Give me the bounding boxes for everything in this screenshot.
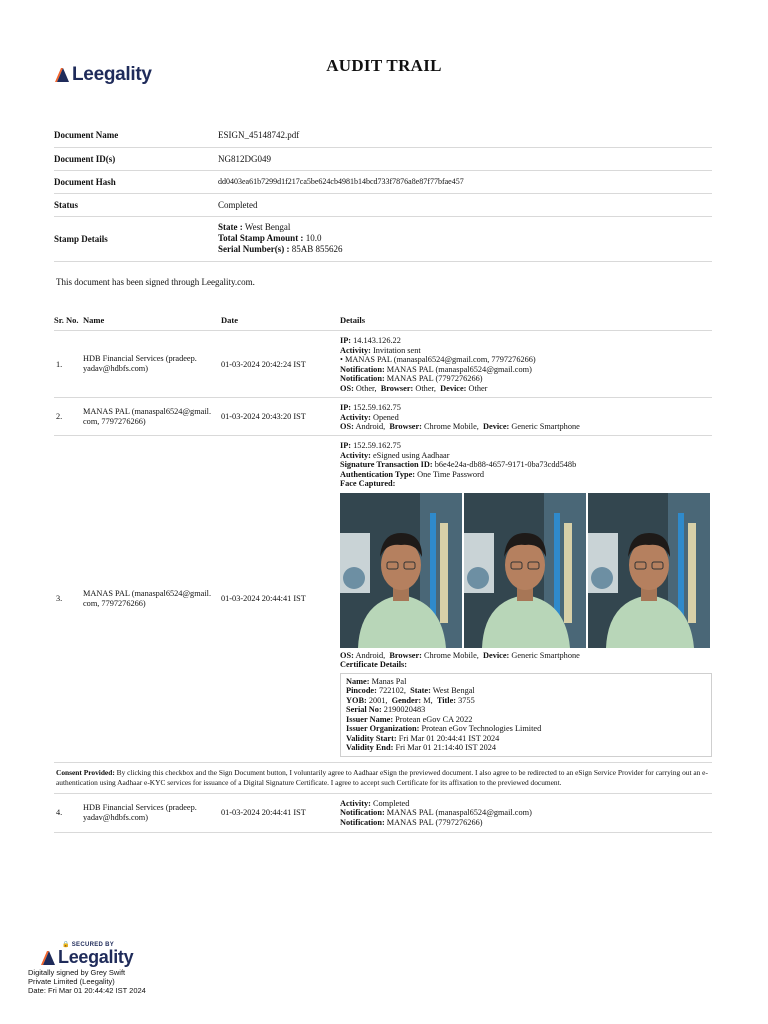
device-label: Device: [483, 422, 510, 431]
leegality-mark-icon [40, 950, 56, 966]
face-photo [464, 493, 586, 648]
col-sr-no: Sr. No. [54, 309, 83, 331]
row-date: 01-03-2024 20:44:41 IST [221, 793, 340, 832]
invitee-bullet: • MANAS PAL (manaspal6524@gmail.com, 7797276266) [340, 355, 536, 364]
row-sr: 2. [54, 398, 83, 436]
table-row [54, 793, 712, 832]
col-date: Date [221, 309, 340, 331]
stamp-amount: 10.0 [305, 233, 322, 243]
ip-label: IP: [340, 336, 352, 345]
document-hash-label: Document Hash [54, 170, 218, 193]
row-sr: 4. [54, 793, 83, 832]
device-label: Device: [440, 383, 467, 393]
activity-value: Completed [372, 798, 410, 808]
ip-value: 152.59.162.75 [353, 441, 401, 450]
cert-gender-label: Gender: [391, 695, 422, 705]
face-photo [340, 493, 462, 648]
status-value: Completed [218, 193, 712, 216]
cert-name: Manas Pal [371, 676, 407, 686]
browser-label: Browser: [389, 422, 422, 431]
notification-label: Notification: [340, 364, 385, 374]
transaction-id-label: Signature Transaction ID: [340, 460, 433, 469]
signed-by-line-1: Digitally signed by Grey Swift [28, 968, 126, 977]
auth-type-label: Authentication Type: [340, 469, 416, 479]
device-label: Device: [483, 650, 510, 660]
os-label: OS: [340, 422, 354, 431]
row-details [340, 398, 712, 436]
notification-email: MANAS PAL (manaspal6524@gmail.com) [386, 364, 532, 374]
face-captured-photos [340, 493, 710, 648]
notification-phone: MANAS PAL (7797276266) [386, 374, 483, 383]
certificate-details-label: Certificate Details: [340, 660, 408, 669]
cert-serial: 2190020483 [383, 705, 426, 714]
row-sr: 1. [54, 331, 83, 398]
digital-signature-footer [28, 941, 146, 995]
ip-label: IP: [340, 441, 352, 450]
auth-type-value: One Time Password [417, 469, 484, 479]
table-row [54, 331, 712, 398]
status-label: Status [54, 193, 218, 216]
activity-label: Activity: [340, 798, 371, 808]
consent-row [54, 762, 712, 793]
activity-label: Activity: [340, 345, 371, 355]
cert-validity-start: Fri Mar 01 20:44:41 IST 2024 [398, 733, 500, 743]
browser-label: Browser: [389, 650, 422, 660]
footer-logo [40, 947, 146, 968]
row-date: 01-03-2024 20:44:41 IST [221, 436, 340, 763]
cert-name-label: Name: [346, 676, 370, 686]
audit-log-table [54, 309, 712, 833]
os-value: Other, [355, 383, 377, 393]
cert-title-label: Title: [436, 695, 457, 705]
document-name-label: Document Name [54, 124, 218, 147]
row-name: MANAS PAL (manaspal6524@gmail. com, 7797276266) [83, 436, 221, 763]
face-photo [588, 493, 710, 648]
cert-issuer: Protean eGov CA 2022 [395, 714, 473, 724]
cert-gender: M, [423, 695, 433, 705]
stamp-serial-label: Serial Number(s) : [218, 244, 290, 254]
notification-label: Notification: [340, 808, 385, 817]
cert-yob-label: YOB: [346, 695, 367, 705]
stamp-details-value [218, 216, 712, 261]
cert-org: Protean eGov Technologies Limited [421, 724, 542, 733]
ip-value: 152.59.162.75 [353, 403, 401, 412]
stamp-serial: 85AB 855626 [291, 244, 343, 254]
cert-validity-start-label: Validity Start: [346, 733, 397, 743]
row-details [340, 331, 712, 398]
ip-label: IP: [340, 403, 352, 412]
cert-issuer-label: Issuer Name: [346, 714, 394, 724]
cert-pincode-label: Pincode: [346, 686, 377, 695]
activity-value: Invitation sent [372, 345, 421, 355]
os-value: Android, [355, 422, 386, 431]
cert-state-label: State: [410, 686, 431, 695]
activity-value: Opened [372, 412, 399, 422]
row-date: 01-03-2024 20:42:24 IST [221, 331, 340, 398]
stamp-state: West Bengal [244, 222, 291, 232]
browser-label: Browser: [380, 383, 414, 393]
row-sr: 3. [54, 436, 83, 763]
row-details [340, 436, 712, 763]
notification-label: Notification: [340, 374, 385, 383]
footer-brand-name: Leegality [58, 947, 134, 967]
device-value: Generic Smartphone [511, 650, 580, 660]
page-title: AUDIT TRAIL [326, 56, 442, 75]
ip-value: 14.143.126.22 [353, 336, 401, 345]
row-name: HDB Financial Services (pradeep. yadav@hdbfs.com) [83, 793, 221, 832]
brand-name: Leegality [72, 64, 152, 85]
stamp-details-row [54, 216, 712, 261]
certificate-details-box [340, 673, 712, 757]
document-id-row [54, 147, 712, 170]
signed-by-line-2: Private Limited (Leegality) [28, 977, 115, 986]
document-hash-value: dd0403ea61b7299d1f217ca5be624cb4981b14bcd733f7876a8e87f77bfae457 [218, 170, 712, 193]
os-label: OS: [340, 650, 354, 660]
browser-value: Chrome Mobile, [424, 650, 479, 660]
table-row [54, 436, 712, 763]
row-details [340, 793, 712, 832]
cert-yob: 2001, [368, 695, 388, 705]
signed-through-note: This document has been signed through Leegality.com. [56, 277, 255, 287]
notification-phone: MANAS PAL (7797276266) [386, 817, 483, 827]
notification-label: Notification: [340, 817, 385, 827]
transaction-id-value: b6e4e24a-db88-4657-9171-0ba73cdd548b [434, 460, 577, 469]
status-row [54, 193, 712, 216]
cert-serial-label: Serial No: [346, 705, 382, 714]
audit-log-header [54, 309, 712, 331]
os-label: OS: [340, 383, 354, 393]
face-captured-label: Face Captured: [340, 479, 396, 488]
lock-icon: 🔒 [62, 942, 70, 948]
activity-value: eSigned using Aadhaar [372, 450, 450, 460]
browser-value: Chrome Mobile, [424, 422, 479, 431]
browser-value: Other, [415, 383, 437, 393]
signed-date: Date: Fri Mar 01 20:44:42 IST 2024 [28, 986, 146, 995]
col-name: Name [83, 309, 221, 331]
cert-title: 3755 [458, 695, 475, 705]
document-hash-row [54, 170, 712, 193]
stamp-state-label: State : [218, 222, 243, 232]
consent-text [54, 762, 712, 793]
cert-state: West Bengal [432, 686, 475, 695]
document-id-label: Document ID(s) [54, 147, 218, 170]
activity-label: Activity: [340, 412, 371, 422]
os-value: Android, [355, 650, 386, 660]
cert-validity-end: Fri Mar 01 21:14:40 IST 2024 [395, 743, 497, 752]
consent-label: Consent Provided: [56, 767, 115, 777]
device-value: Generic Smartphone [511, 422, 580, 431]
cert-validity-end-label: Validity End: [346, 743, 394, 752]
stamp-details-label: Stamp Details [54, 216, 218, 261]
cert-org-label: Issuer Organization: [346, 724, 420, 733]
notification-email: MANAS PAL (manaspal6524@gmail.com) [386, 808, 532, 817]
row-name: HDB Financial Services (pradeep. yadav@hdbfs.com) [83, 331, 221, 398]
document-name-value: ESIGN_45148742.pdf [218, 124, 712, 147]
stamp-amount-label: Total Stamp Amount : [218, 233, 304, 243]
activity-label: Activity: [340, 450, 371, 460]
document-info-table [54, 124, 712, 262]
row-date: 01-03-2024 20:43:20 IST [221, 398, 340, 436]
table-row [54, 398, 712, 436]
row-name: MANAS PAL (manaspal6524@gmail. com, 7797276266) [83, 398, 221, 436]
secured-by-text: SECURED BY [71, 942, 115, 948]
device-value: Other [468, 383, 488, 393]
document-id-value: NG812DG049 [218, 147, 712, 170]
document-name-row [54, 124, 712, 147]
col-details: Details [340, 309, 712, 331]
cert-pincode: 722102, [378, 686, 406, 695]
consent-body: By clicking this checkbox and the Sign Document button, I voluntarily agree to Aadhaar eSign the previewed document. I also agree to be redirected to an eSign Service Provider for carrying out an e-authentication using Aadhaar e-KYC services for issuance of a Digital Signature Certificate. I agree to accept such Certificate for its affixation to the previewed document. [56, 767, 708, 787]
